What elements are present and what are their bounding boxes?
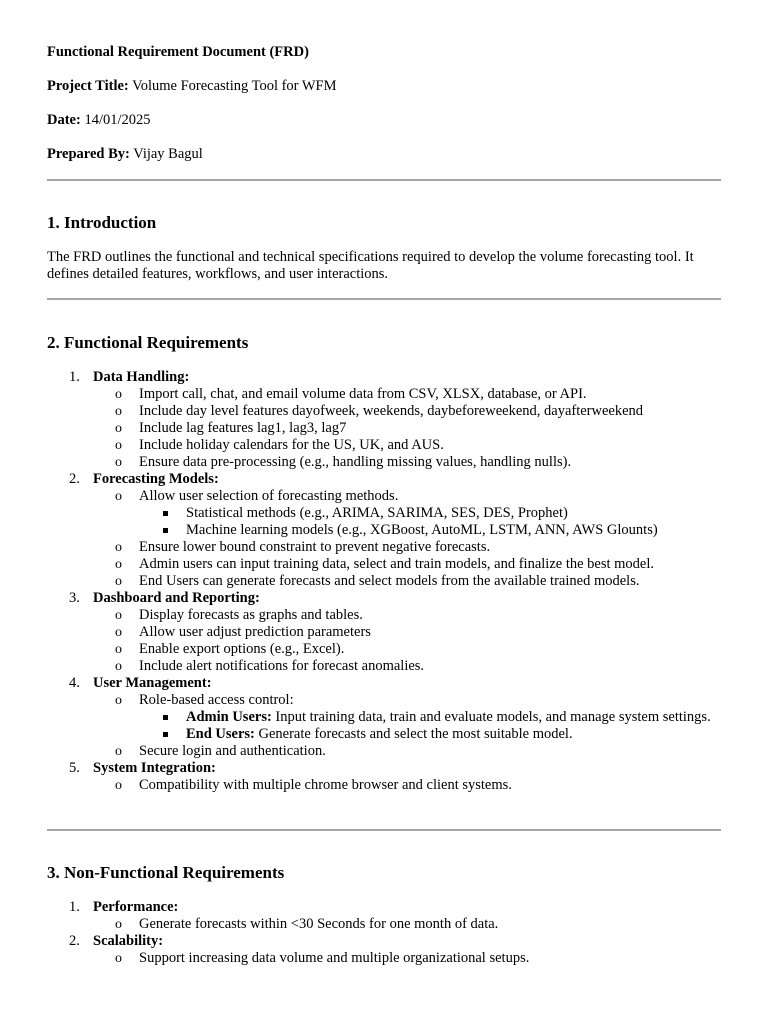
item-label: Forecasting Models: — [93, 471, 219, 487]
list-item — [47, 760, 722, 794]
sub-item: o Display forecasts as graphs and tables. — [115, 607, 363, 623]
circle-bullet-icon: o — [115, 744, 122, 759]
introduction-paragraph: The FRD outlines the functional and technical specifications required to develop the volume forecasting tool. It defines detailed features, workflows, and user interactions. — [47, 249, 694, 282]
date-value: 14/01/2025 — [84, 112, 151, 128]
item-number: 1. — [69, 899, 80, 915]
sub-item: o Admin users can input training data, select and train models, and finalize the best model. — [115, 556, 655, 572]
list-item — [47, 590, 722, 675]
sub-item: o Secure login and authentication. — [115, 743, 326, 759]
sub-item: o Include holiday calendars for the US, UK, and AUS. — [115, 437, 444, 453]
sub-item: o Ensure data pre-processing (e.g., handling missing values, handling nulls). — [115, 454, 572, 470]
nested-item: Admin Users: Input training data, train and evaluate models, and manage system settings. — [139, 709, 722, 726]
item-number: 2. — [69, 471, 80, 487]
divider — [47, 298, 721, 300]
sub-item: o Enable export options (e.g., Excel). — [115, 641, 345, 657]
sub-item: o Include alert notifications for forecast anomalies. — [115, 658, 425, 674]
sub-item: o Import call, chat, and email volume data from CSV, XLSX, database, or API. — [115, 386, 587, 402]
square-bullet-icon — [163, 715, 168, 720]
circle-bullet-icon: o — [115, 642, 122, 657]
circle-bullet-icon: o — [115, 489, 122, 504]
nested-item: End Users: Generate forecasts and select the most suitable model. — [139, 726, 722, 743]
sub-item: o Ensure lower bound constraint to prevent negative forecasts. — [115, 539, 491, 555]
sub-item: o Compatibility with multiple chrome browser and client systems. — [115, 777, 512, 793]
item-label: System Integration: — [93, 760, 216, 776]
project-title-line — [47, 78, 337, 95]
prepared-by-value: Vijay Bagul — [133, 146, 203, 162]
date-label: Date: — [47, 112, 81, 128]
square-bullet-icon — [163, 528, 168, 533]
circle-bullet-icon: o — [115, 540, 122, 555]
circle-bullet-icon: o — [115, 438, 122, 453]
sub-item: o Include day level features dayofweek, weekends, daybeforeweekend, dayafterweekend — [115, 403, 644, 419]
document-title: Functional Requirement Document (FRD) — [47, 44, 309, 60]
sub-item: o Generate forecasts within <30 Seconds for one month of data. — [115, 916, 499, 932]
item-label: User Management: — [93, 675, 212, 691]
item-number: 5. — [69, 760, 80, 776]
section-heading-introduction: 1. Introduction — [47, 213, 157, 232]
sub-item: o Include lag features lag1, lag3, lag7 — [115, 420, 347, 436]
sub-item: o Allow user selection of forecasting methods. Statistical methods (e.g., ARIMA, SARIMA, SES, DES, Prophet) Machine learning models (e.g., XGBoost, AutoML, LSTM, ANN, AWS Glounts) — [93, 488, 722, 539]
sub-item: o Role-based access control: Admin Users: Input training data, train and evaluate models, and manage system settings. End Users: Generate forecasts and select the most suitable model. — [93, 692, 722, 743]
item-label: Scalability: — [93, 933, 164, 949]
square-bullet-icon — [163, 511, 168, 516]
list-item — [47, 675, 722, 760]
item-number: 3. — [69, 590, 80, 606]
circle-bullet-icon: o — [115, 659, 122, 674]
list-item — [47, 369, 722, 471]
square-bullet-icon — [163, 732, 168, 737]
circle-bullet-icon: o — [115, 557, 122, 572]
list-item — [47, 899, 722, 933]
circle-bullet-icon: o — [115, 917, 122, 932]
list-item — [47, 471, 722, 590]
item-number: 4. — [69, 675, 80, 691]
item-label: Performance: — [93, 899, 179, 915]
divider — [47, 829, 721, 831]
circle-bullet-icon: o — [115, 574, 122, 589]
divider — [47, 179, 721, 181]
circle-bullet-icon: o — [115, 693, 122, 708]
prepared-by-line — [47, 146, 203, 163]
circle-bullet-icon: o — [115, 404, 122, 419]
circle-bullet-icon: o — [115, 951, 122, 966]
circle-bullet-icon: o — [115, 387, 122, 402]
nested-item: Machine learning models (e.g., XGBoost, AutoML, LSTM, ANN, AWS Glounts) — [139, 522, 722, 539]
list-item — [47, 933, 722, 967]
nested-item: Statistical methods (e.g., ARIMA, SARIMA, SES, DES, Prophet) — [139, 505, 722, 522]
project-title-value: Volume Forecasting Tool for WFM — [132, 78, 337, 94]
circle-bullet-icon: o — [115, 608, 122, 623]
circle-bullet-icon: o — [115, 455, 122, 470]
sub-item: o End Users can generate forecasts and select models from the available trained models. — [115, 573, 640, 589]
item-number: 1. — [69, 369, 80, 385]
sub-item: o Allow user adjust prediction parameters — [115, 624, 371, 640]
item-number: 2. — [69, 933, 80, 949]
circle-bullet-icon: o — [115, 625, 122, 640]
date-line — [47, 112, 151, 129]
functional-requirements-list — [47, 369, 722, 794]
circle-bullet-icon: o — [115, 778, 122, 793]
project-title-label: Project Title: — [47, 78, 129, 94]
sub-item: o Support increasing data volume and multiple organizational setups. — [115, 950, 530, 966]
circle-bullet-icon: o — [115, 421, 122, 436]
section-heading-non-functional-requirements: 3. Non-Functional Requirements — [47, 863, 285, 882]
section-heading-functional-requirements: 2. Functional Requirements — [47, 333, 249, 352]
item-label: Dashboard and Reporting: — [93, 590, 260, 606]
item-label: Data Handling: — [93, 369, 190, 385]
prepared-by-label: Prepared By: — [47, 146, 130, 162]
non-functional-requirements-list — [47, 899, 722, 967]
